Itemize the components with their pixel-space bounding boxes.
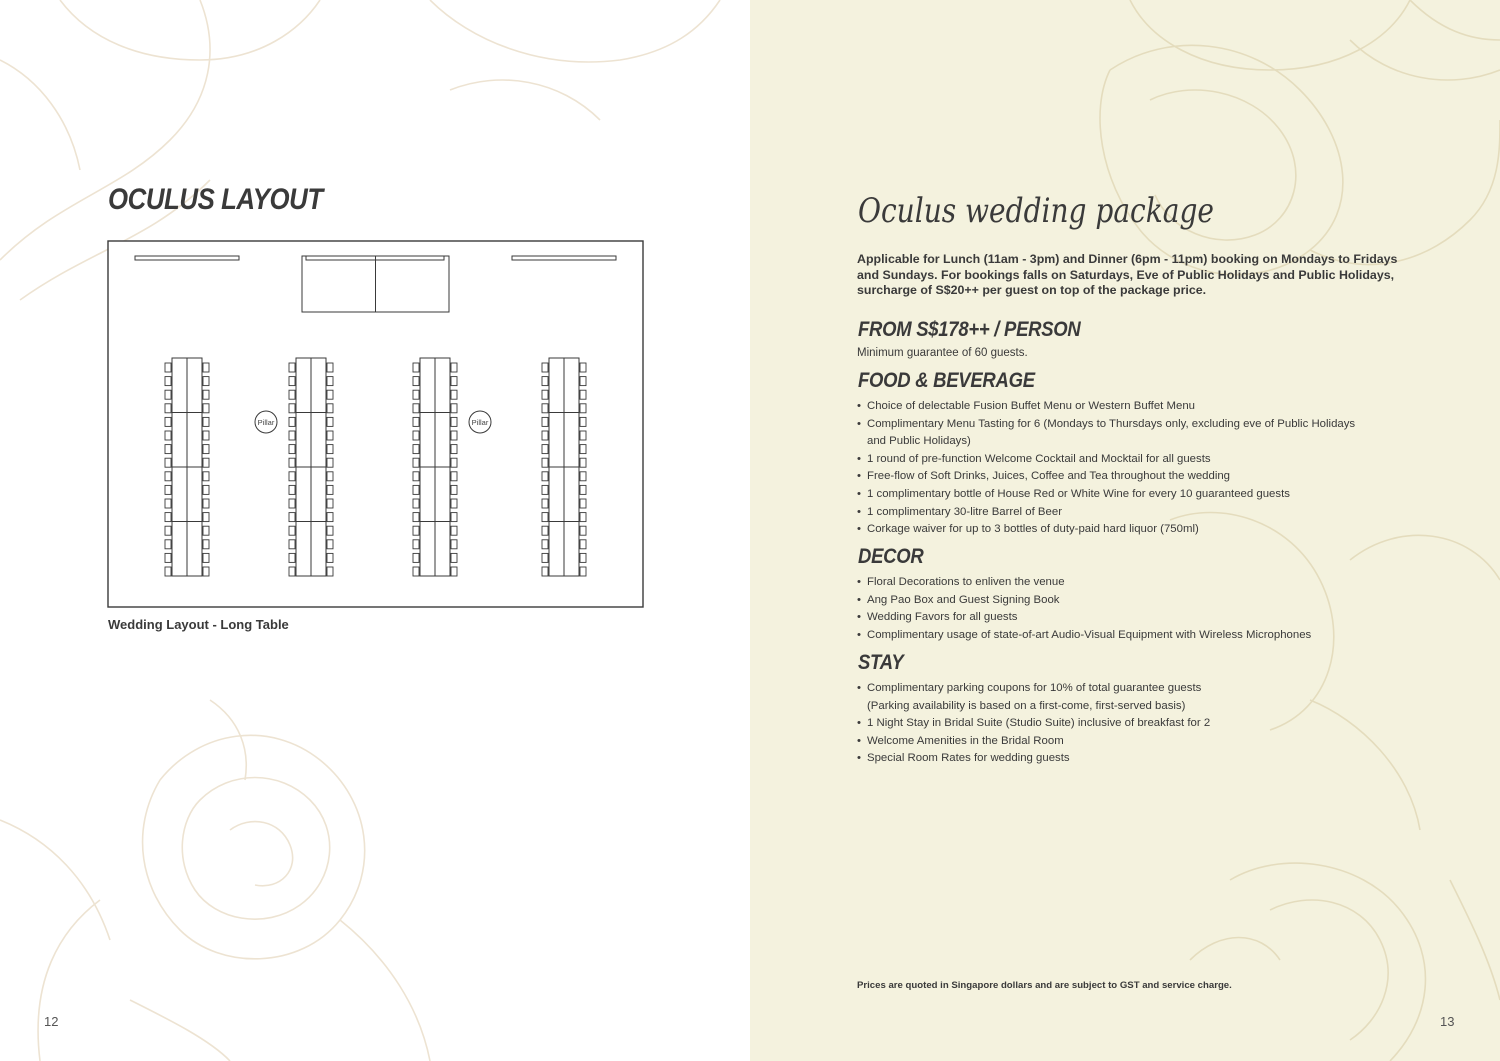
chair xyxy=(542,553,548,562)
chair xyxy=(542,485,548,494)
chair xyxy=(542,513,548,522)
layout-title: OCULUS LAYOUT xyxy=(108,183,323,216)
plan-caption: Wedding Layout - Long Table xyxy=(108,617,289,632)
chair xyxy=(580,472,586,481)
floor-plan xyxy=(107,240,647,612)
chair xyxy=(542,417,548,426)
chair xyxy=(203,363,209,372)
section-heading-food-beverage: FOOD & BEVERAGE xyxy=(858,369,1035,392)
list-item: • Corkage waiver for up to 3 bottles of duty-paid hard liquor (750ml) xyxy=(857,521,1357,539)
chair xyxy=(542,472,548,481)
chair xyxy=(580,499,586,508)
chair xyxy=(451,540,457,549)
chair xyxy=(451,513,457,522)
chair xyxy=(203,540,209,549)
chair xyxy=(580,567,586,576)
chair xyxy=(289,390,295,399)
chair xyxy=(327,377,333,386)
chair xyxy=(542,567,548,576)
chair xyxy=(289,431,295,440)
chair xyxy=(289,458,295,467)
chair xyxy=(413,526,419,535)
chair xyxy=(327,417,333,426)
chair xyxy=(165,553,171,562)
chair xyxy=(165,363,171,372)
chair xyxy=(327,499,333,508)
chair xyxy=(580,363,586,372)
chair xyxy=(165,404,171,413)
chair xyxy=(165,390,171,399)
list-item: • Choice of delectable Fusion Buffet Menu or Western Buffet Menu xyxy=(857,398,1357,416)
chair xyxy=(165,472,171,481)
chair xyxy=(413,417,419,426)
right-page xyxy=(750,0,1500,1061)
chair xyxy=(327,567,333,576)
chair xyxy=(580,404,586,413)
chair xyxy=(165,567,171,576)
list-item: • Free-flow of Soft Drinks, Juices, Coffee and Tea throughout the wedding xyxy=(857,468,1357,486)
list-item: • Welcome Amenities in the Bridal Room xyxy=(857,733,1217,751)
chair xyxy=(451,567,457,576)
chair xyxy=(451,485,457,494)
list-item: • Special Room Rates for wedding guests xyxy=(857,750,1217,768)
chair xyxy=(203,553,209,562)
chair xyxy=(580,377,586,386)
chair xyxy=(203,526,209,535)
chair xyxy=(413,458,419,467)
chair xyxy=(580,540,586,549)
list-item: • Ang Pao Box and Guest Signing Book xyxy=(857,592,1417,610)
chair xyxy=(165,499,171,508)
chair xyxy=(451,445,457,454)
list-item: • 1 complimentary 30-litre Barrel of Beer xyxy=(857,504,1357,522)
chair xyxy=(580,417,586,426)
chair xyxy=(413,540,419,549)
section-heading-stay: STAY xyxy=(858,651,904,674)
chair xyxy=(289,499,295,508)
chair xyxy=(451,499,457,508)
long-table-2 xyxy=(289,358,333,576)
chair xyxy=(165,458,171,467)
chair xyxy=(542,499,548,508)
chair xyxy=(413,499,419,508)
intro-paragraph: Applicable for Lunch (11am - 3pm) and Dinner (6pm - 11pm) booking on Mondays to Fridays and Sundays. For bookings falls on Saturdays, Eve of Public Holidays and Public Holidays, surcharge of S$20++ per guest on top of the package price. xyxy=(857,252,1398,297)
chair xyxy=(165,485,171,494)
decor-list xyxy=(857,574,1417,644)
chair xyxy=(165,540,171,549)
chair xyxy=(327,513,333,522)
chair xyxy=(289,513,295,522)
chair xyxy=(580,553,586,562)
chair xyxy=(203,445,209,454)
chair xyxy=(413,472,419,481)
chair xyxy=(203,567,209,576)
chair xyxy=(289,472,295,481)
chair xyxy=(203,472,209,481)
long-table-4 xyxy=(542,358,586,576)
chair xyxy=(165,417,171,426)
chair xyxy=(451,417,457,426)
stay-list xyxy=(857,680,1217,768)
chair xyxy=(451,431,457,440)
chair xyxy=(203,513,209,522)
chair xyxy=(542,540,548,549)
chair xyxy=(542,445,548,454)
chair xyxy=(203,417,209,426)
chair xyxy=(289,417,295,426)
page-number-right: 13 xyxy=(1440,1014,1455,1029)
chair xyxy=(289,404,295,413)
chair xyxy=(542,526,548,535)
chair xyxy=(542,390,548,399)
chair xyxy=(327,445,333,454)
script-title-text: Oculus wedding package xyxy=(858,191,1214,231)
chair xyxy=(165,445,171,454)
chair xyxy=(165,513,171,522)
chair xyxy=(289,553,295,562)
chair xyxy=(203,499,209,508)
chair xyxy=(580,485,586,494)
chair xyxy=(327,404,333,413)
food-beverage-list xyxy=(857,398,1357,539)
chair xyxy=(451,377,457,386)
chair xyxy=(413,485,419,494)
chair xyxy=(413,377,419,386)
long-table-1 xyxy=(165,358,209,576)
chair xyxy=(451,553,457,562)
chair xyxy=(413,404,419,413)
chair xyxy=(451,363,457,372)
list-item: • Complimentary usage of state-of-art Audio-Visual Equipment with Wireless Microphones xyxy=(857,627,1417,645)
long-table-3 xyxy=(413,358,457,576)
chair xyxy=(289,445,295,454)
chair xyxy=(327,363,333,372)
chair xyxy=(542,431,548,440)
minimum-guarantee-note: Minimum guarantee of 60 guests. xyxy=(857,347,1028,359)
pillar-1 xyxy=(255,411,277,433)
pillar-label: Pillar xyxy=(257,418,275,427)
chair xyxy=(413,431,419,440)
chair xyxy=(413,445,419,454)
chair xyxy=(203,485,209,494)
pillar-2 xyxy=(469,411,491,433)
chair xyxy=(542,377,548,386)
chair xyxy=(542,404,548,413)
chair xyxy=(327,553,333,562)
chair xyxy=(451,526,457,535)
chair xyxy=(451,458,457,467)
list-item: • Complimentary parking coupons for 10% of total guarantee guests (Parking availability is based on a first-come, first-served basis) xyxy=(857,680,1217,715)
pricing-footnote: Prices are quoted in Singapore dollars and are subject to GST and service charge. xyxy=(857,980,1232,991)
chair xyxy=(580,431,586,440)
chair xyxy=(327,472,333,481)
chair xyxy=(165,526,171,535)
chair xyxy=(289,377,295,386)
chair xyxy=(165,377,171,386)
list-item: • Floral Decorations to enliven the venue xyxy=(857,574,1417,592)
chair xyxy=(289,526,295,535)
chair xyxy=(413,513,419,522)
chair xyxy=(451,404,457,413)
chair xyxy=(203,377,209,386)
chair xyxy=(451,390,457,399)
pillar-label: Pillar xyxy=(471,418,489,427)
script-title xyxy=(856,182,1226,246)
chair xyxy=(413,553,419,562)
list-item: • 1 Night Stay in Bridal Suite (Studio Suite) inclusive of breakfast for 2 xyxy=(857,715,1217,733)
chair xyxy=(542,458,548,467)
list-item: • 1 round of pre-function Welcome Cocktail and Mocktail for all guests xyxy=(857,451,1357,469)
chair xyxy=(203,404,209,413)
chair xyxy=(203,431,209,440)
chair xyxy=(203,458,209,467)
chair xyxy=(580,390,586,399)
chair xyxy=(289,567,295,576)
price-heading: FROM S$178++ / PERSON xyxy=(858,318,1081,341)
page-number-left: 12 xyxy=(44,1014,59,1029)
chair xyxy=(413,567,419,576)
chair xyxy=(327,431,333,440)
list-item: • Wedding Favors for all guests xyxy=(857,609,1417,627)
chair xyxy=(203,390,209,399)
list-item: • Complimentary Menu Tasting for 6 (Mondays to Thursdays only, excluding eve of Public Holidays and Public Holidays) xyxy=(857,416,1357,451)
chair xyxy=(327,540,333,549)
chair xyxy=(327,390,333,399)
list-item: • 1 complimentary bottle of House Red or White Wine for every 10 guaranteed guests xyxy=(857,486,1357,504)
chair xyxy=(580,513,586,522)
chair xyxy=(413,363,419,372)
chair xyxy=(580,445,586,454)
chair xyxy=(327,485,333,494)
chair xyxy=(165,431,171,440)
chair xyxy=(327,458,333,467)
chair xyxy=(289,363,295,372)
chair xyxy=(451,472,457,481)
section-heading-decor: DECOR xyxy=(858,545,924,568)
chair xyxy=(413,390,419,399)
chair xyxy=(542,363,548,372)
chair xyxy=(289,485,295,494)
chair xyxy=(580,526,586,535)
chair xyxy=(289,540,295,549)
chair xyxy=(327,526,333,535)
chair xyxy=(580,458,586,467)
